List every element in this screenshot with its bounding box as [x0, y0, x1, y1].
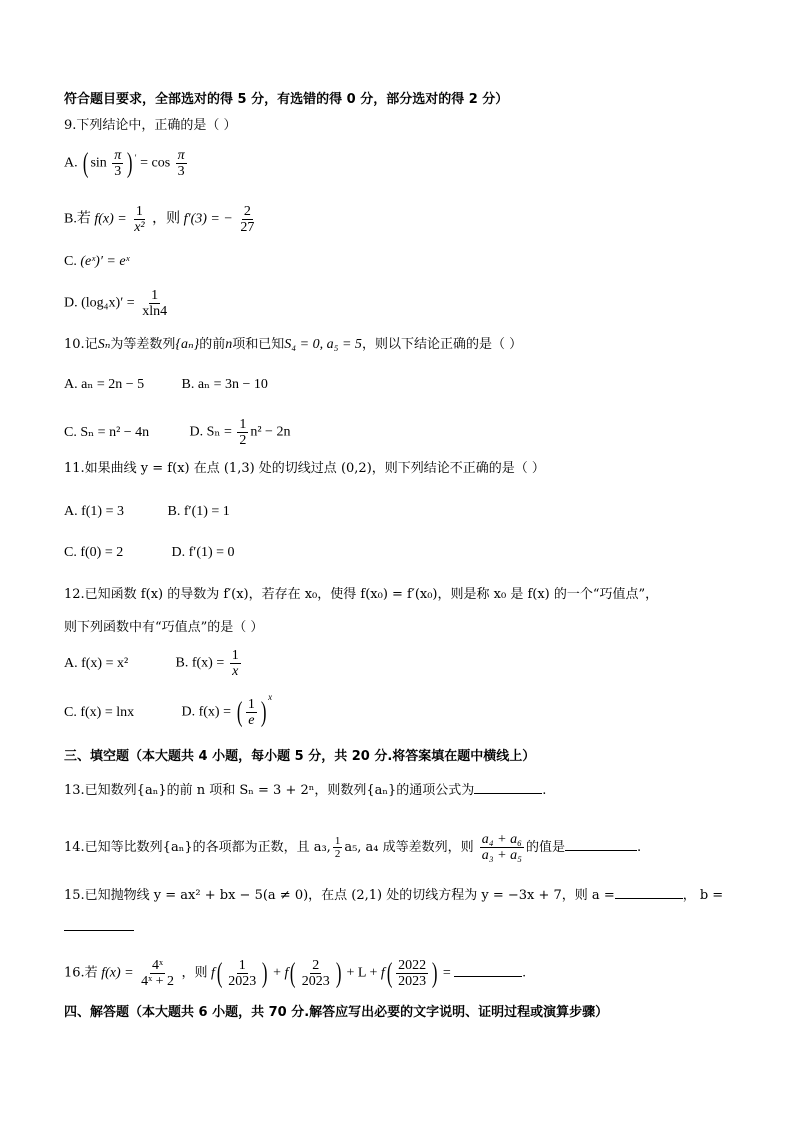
- q14-ratio-frac: $\frac{\text{a₄ + a₆}}{\text{a₃ + a₅}}$: [481, 832, 522, 863]
- q10-options-ab: [64, 376, 730, 394]
- q10-option-d: D. Sₙ = $\frac{1}{2}$ n² − 2n: [189, 417, 291, 448]
- q9-b-frac: $\frac{1}{\text{x²}}$: [134, 204, 145, 235]
- q9-option-c: [64, 253, 730, 271]
- question-15-cont: [64, 918, 730, 937]
- q9-b-f3: f′(3) = −: [183, 211, 233, 227]
- q9-d-expr: (log₄x)′ =: [81, 295, 135, 311]
- q9-option-d-label: D.: [64, 295, 78, 311]
- q9-option-a: A. ( sin $\frac{\pi}{3}$ ) ′ = cos $\frac{\pi}{3}$: [64, 147, 185, 179]
- q11-option-b: B. f′(1) = 1: [167, 504, 230, 519]
- question-13: 13.已知数列{aₙ}的前 n 项和 Sₙ = 3 + 2ⁿ，则数列{aₙ}的通项公式为 .: [64, 783, 547, 798]
- q9-option-b: [64, 204, 730, 235]
- q10-option-a: A. aₙ = 2n − 5: [64, 377, 145, 392]
- q14-answer-blank[interactable]: [565, 838, 637, 851]
- q11-option-a: A. f(1) = 3: [64, 504, 124, 519]
- q12-option-b: B. f(x) = $\frac{1}{x}$: [175, 648, 239, 679]
- q15-answer-b-blank[interactable]: [64, 918, 134, 931]
- q16-answer-blank[interactable]: [454, 964, 522, 977]
- section-header-note: 符合题目要求，全部选对的得 5 分，有选错的得 0 分，部分选对的得 2 分）: [64, 92, 509, 107]
- q9-c-expr: (eˣ)′ = eˣ: [80, 254, 130, 269]
- q9-b-then: ，则: [152, 211, 181, 227]
- question-16: 16.若 f(x) = $\frac{\text{4ˣ}}{\text{4ˣ + 2}}$ ，则 f( $\frac{1}{2023}$ ) + f( $\frac{2}{2023}$ ) + L + f( $\frac{2022}{2023}$ ) = .: [64, 957, 526, 989]
- q9-a-sin: sin: [90, 155, 107, 171]
- question-12-stem-line2: 则下列函数中有“巧值点”的是（ ）: [64, 620, 264, 635]
- q10-option-b: B. aₙ = 3n − 10: [181, 377, 268, 392]
- q11-options-cd: [64, 544, 730, 562]
- q12-options-cd: [64, 692, 730, 728]
- q13-answer-blank[interactable]: [474, 781, 542, 794]
- q9-a-cos: = cos: [140, 155, 171, 171]
- q9-b-fx: f(x) =: [94, 211, 127, 227]
- q9-option-c-label: C.: [64, 254, 77, 269]
- q12-option-a: A. f(x) = x²: [64, 655, 129, 671]
- q9-option-a-label: A.: [64, 155, 78, 171]
- q10-options-cd: [64, 417, 730, 448]
- question-14: 14.已知等比数列{aₙ}的各项都为正数，且 a₃, $\frac{1}{2}$ a₅, a₄ 成等差数列，则 $\frac{\text{a₄ + a₆}}{\text{a₃ + a₅}}$ 的值是 .: [64, 832, 642, 863]
- q9-d-frac: $\frac{1}{xln4}$: [142, 288, 168, 319]
- q11-option-c: C. f(0) = 2: [64, 545, 124, 560]
- q9-option-d: [64, 288, 730, 319]
- q15-answer-a-blank[interactable]: [615, 886, 683, 899]
- question-12-stem-line1: 12.已知函数 f(x) 的导数为 f′(x)，若存在 x₀，使得 f(x₀) = f′(x₀)，则是称 x₀ 是 f(x) 的一个“巧值点”，: [64, 587, 659, 602]
- question-11-stem: 11.如果曲线 y = f(x) 在点 (1,3) 处的切线过点 (0,2)，则下列结论不正确的是（ ）: [64, 461, 545, 476]
- question-15: 15.已知抛物线 y = ax² + bx − 5(a ≠ 0)，在点 (2,1) 处的切线方程为 y = −3x + 7，则 a = ， b =: [64, 888, 724, 903]
- q9-a-frac-pi3: $\frac{\pi}{3}$: [114, 148, 122, 179]
- q9-b-result-frac: $\frac{2}{27}$: [240, 204, 255, 235]
- question-10-stem: 10.记Sₙ为等差数列{aₙ}的前n项和已知S₄ = 0, a₅ = 5，则以下结论正确的是（ ）: [64, 337, 523, 352]
- q12-options-ab: [64, 648, 730, 679]
- q12-option-c: C. f(x) = lnx: [64, 704, 135, 720]
- q11-options-ab: [64, 503, 730, 521]
- q9-a-frac-pi3-right: $\frac{\pi}{3}$: [177, 148, 185, 179]
- q10-option-c: C. Sₙ = n² − 4n: [64, 424, 150, 440]
- section-4-heading: 四、解答题（本大题共 6 小题，共 70 分.解答应写出必要的文字说明、证明过程或演算步骤）: [64, 1005, 609, 1020]
- section-3-heading: 三、填空题（本大题共 4 小题，每小题 5 分，共 20 分.将答案填在题中横线上）: [64, 749, 536, 764]
- q12-option-d: D. f(x) = ( $\frac{1}{e}$ ) $^x$: [181, 692, 273, 728]
- q11-option-d: D. f′(1) = 0: [171, 545, 235, 560]
- q9-option-b-label: B.若: [64, 211, 91, 227]
- question-9-stem: 9.下列结论中，正确的是（ ）: [64, 118, 237, 133]
